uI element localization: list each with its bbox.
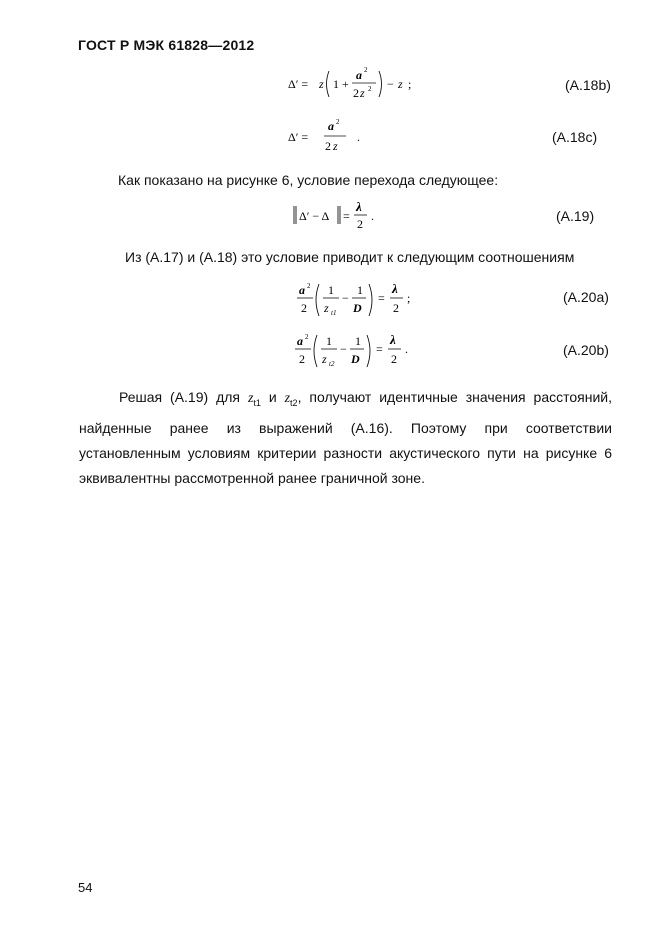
equation-number-a18c: (A.18c) <box>552 129 598 145</box>
svg-text:2: 2 <box>301 301 307 315</box>
svg-text:2: 2 <box>336 118 340 126</box>
svg-text:.: . <box>405 342 408 356</box>
svg-text:=: = <box>343 209 350 223</box>
equation-number-a20a: (A.20a) <box>563 289 609 305</box>
svg-text:;: ; <box>408 77 412 91</box>
svg-text:a: a <box>299 283 305 297</box>
svg-text:z: z <box>322 352 327 366</box>
variable-z: z <box>284 391 291 406</box>
svg-text:2: 2 <box>299 352 305 366</box>
svg-text:2: 2 <box>391 352 397 366</box>
equation-a18b <box>284 60 424 108</box>
svg-text:a: a <box>356 68 362 82</box>
subscript-t2: t2 <box>290 397 298 408</box>
equation-number-a18b: (A.18b) <box>565 77 611 93</box>
equation-a20b <box>294 328 419 374</box>
svg-text:2: 2 <box>364 66 368 74</box>
svg-text:2: 2 <box>393 301 399 315</box>
equation-number-a20b: (A.20b) <box>563 342 609 358</box>
svg-text:.: . <box>371 209 374 223</box>
paragraph-solution <box>79 385 612 491</box>
svg-text:1 +: 1 + <box>333 77 349 91</box>
svg-text:z: z <box>324 301 329 315</box>
equation-a18c <box>288 115 368 159</box>
page-number: 54 <box>78 880 93 895</box>
svg-text:2: 2 <box>368 85 372 93</box>
paragraph-intro-a20: Из (A.17) и (A.18) это условие приводит к следующим соотношениям <box>125 249 575 265</box>
svg-text:z: z <box>398 77 403 91</box>
svg-text:−: − <box>342 291 349 305</box>
svg-text:a: a <box>328 119 334 133</box>
svg-text:z: z <box>319 77 324 91</box>
svg-text:2: 2 <box>353 86 359 100</box>
subscript-t1: t1 <box>253 397 261 408</box>
svg-text:D: D <box>351 352 360 366</box>
document-header: ГОСТ Р МЭК 61828—2012 <box>78 37 255 53</box>
svg-text:1: 1 <box>355 334 361 348</box>
svg-text:=: = <box>376 342 383 356</box>
svg-text:λ: λ <box>392 281 398 296</box>
svg-text:a: a <box>297 334 303 348</box>
svg-text:Δ′ − Δ: Δ′ − Δ <box>299 209 330 223</box>
svg-text:=: = <box>378 291 385 305</box>
svg-text:2: 2 <box>305 333 309 341</box>
solution-text-start: Решая (A.19) для <box>119 389 248 405</box>
svg-text:t1: t1 <box>331 309 337 317</box>
svg-text:;: ; <box>407 291 411 305</box>
svg-text:z: z <box>333 139 338 153</box>
svg-text:−: − <box>340 342 347 356</box>
svg-text:t2: t2 <box>329 360 335 368</box>
svg-text:2: 2 <box>325 139 331 153</box>
equation-a19 <box>292 197 392 237</box>
svg-text:−: − <box>387 77 394 91</box>
svg-text:D: D <box>353 301 362 315</box>
svg-text:z: z <box>360 86 365 100</box>
svg-text:Δ′ =: Δ′ = <box>288 130 309 144</box>
equation-a20a <box>296 277 421 323</box>
svg-text:1: 1 <box>326 334 332 348</box>
svg-text:2: 2 <box>357 217 363 231</box>
svg-text:.: . <box>357 130 360 144</box>
solution-text-rest: , получают идентичные значения расстояний, найденные ранее из выражений (A.16). Поэтому при соответствии установленным условиям критерии разности акустического пути на рисунке 6 эквивалентны рассмотренной ранее граничной зоне. <box>79 389 612 486</box>
svg-text:Δ′ =: Δ′ = <box>288 77 309 91</box>
solution-text-conjunction: и <box>260 389 285 405</box>
svg-text:1: 1 <box>357 283 363 297</box>
paragraph-intro-a19: Как показано на рисунке 6, условие перехода следующее: <box>118 172 499 188</box>
svg-text:λ: λ <box>390 332 396 347</box>
svg-text:2: 2 <box>307 282 311 290</box>
svg-text:1: 1 <box>328 283 334 297</box>
variable-z: z <box>247 391 254 406</box>
svg-text:λ: λ <box>356 199 362 214</box>
equation-number-a19: (A.19) <box>556 208 595 224</box>
